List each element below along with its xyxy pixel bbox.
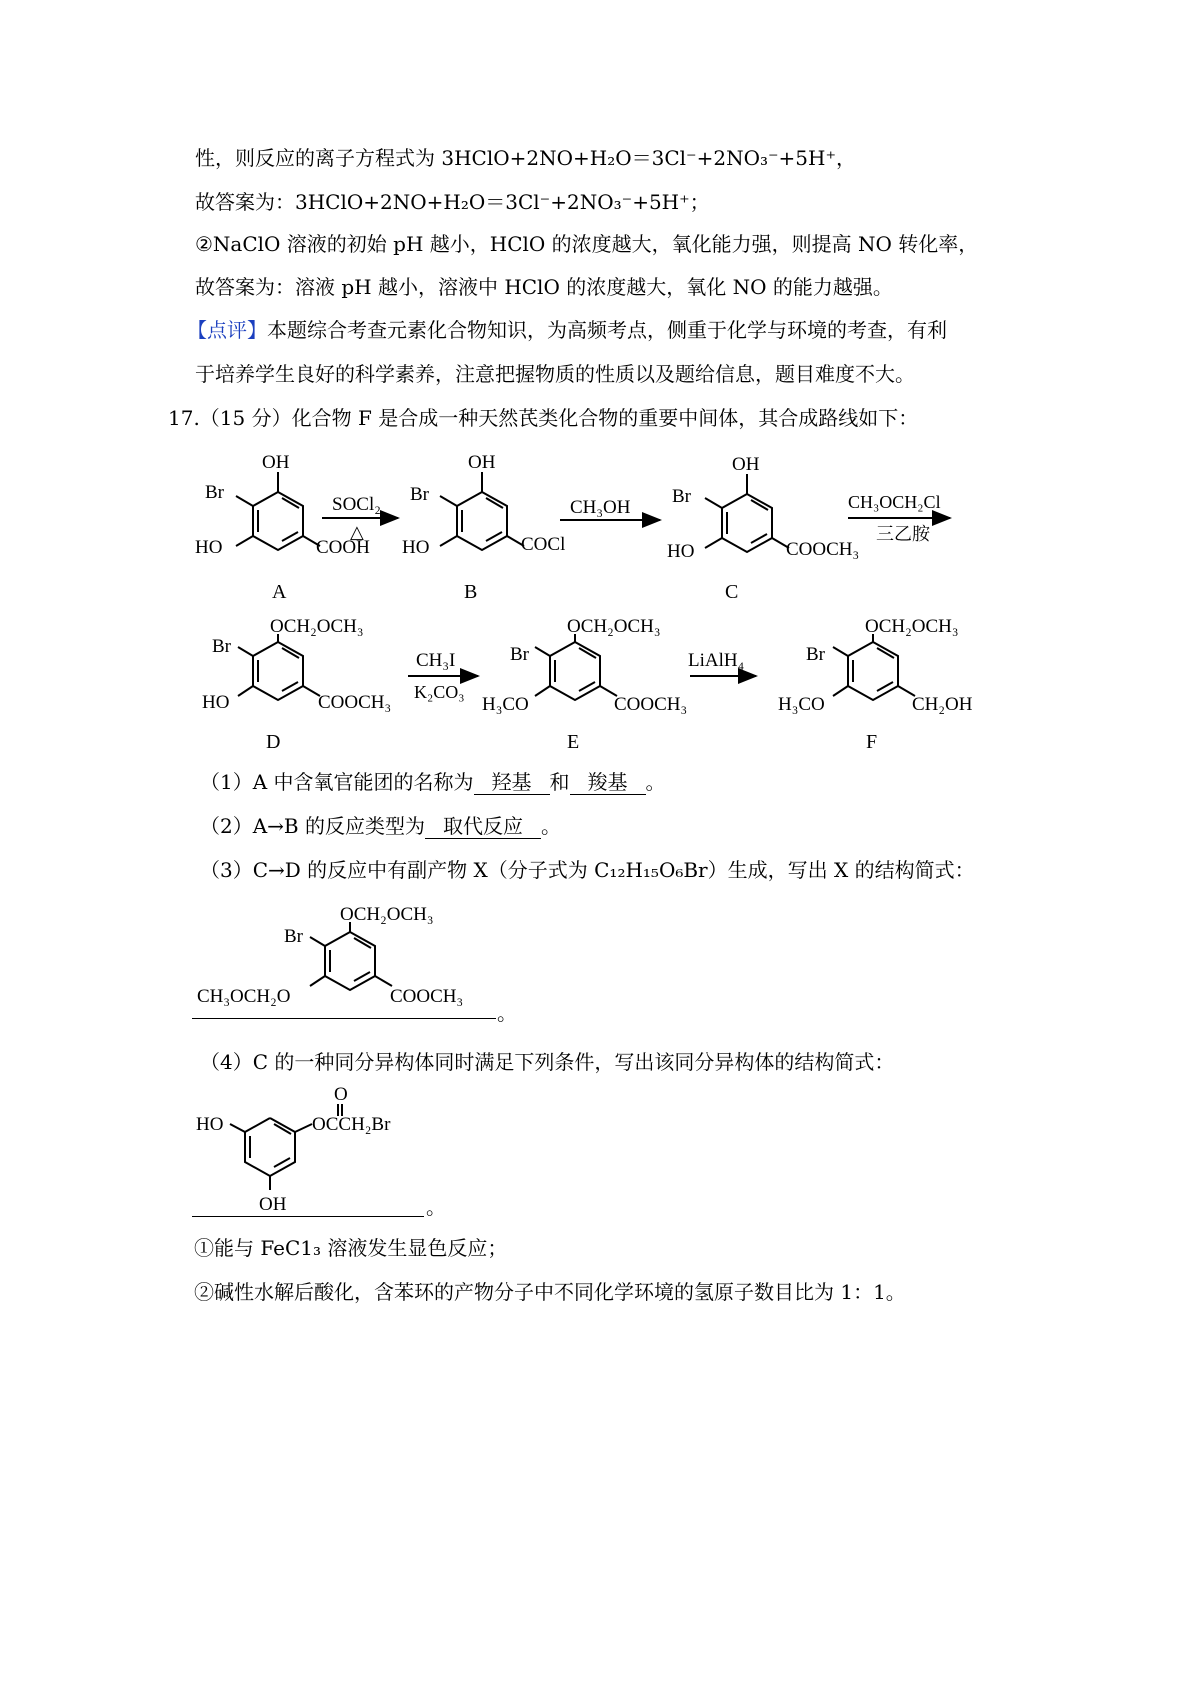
group-ho: HO bbox=[196, 1114, 224, 1135]
text: 性，则反应的离子方程式为 bbox=[195, 146, 442, 170]
group-oh: OH bbox=[468, 452, 496, 473]
question-1 bbox=[200, 770, 666, 795]
group-oh: OH bbox=[732, 454, 760, 475]
label-d: D bbox=[266, 731, 281, 753]
group-br: Br bbox=[510, 644, 529, 665]
q1-mid: 和 bbox=[549, 770, 570, 794]
group-carbonyl-o: O bbox=[334, 1084, 348, 1105]
q2-answer: 取代反应 bbox=[425, 814, 541, 839]
molecule-e bbox=[535, 634, 617, 700]
group-oh: OH bbox=[262, 452, 290, 473]
comment-text: 本题综合考查元素化合物知识，为高频考点，侧重于化学与环境的考查，有利 bbox=[267, 318, 947, 342]
q2-suffix: 。 bbox=[540, 814, 561, 838]
question-4: （4）C 的一种同分异构体同时满足下列条件，写出该同分异构体的结构简式： bbox=[200, 1050, 895, 1074]
label-c: C bbox=[725, 581, 739, 603]
q2-prefix: （2）A→B 的反应类型为 bbox=[200, 814, 425, 838]
group-ho: HO bbox=[667, 541, 695, 562]
label-f: F bbox=[866, 731, 878, 753]
label-e: E bbox=[567, 731, 580, 753]
molecule-f bbox=[833, 634, 915, 700]
group-br: Br bbox=[410, 484, 429, 505]
condition-2: ②碱性水解后酸化，含苯环的产物分子中不同化学环境的氢原子数目比为 1：1。 bbox=[194, 1280, 906, 1304]
group-och2och3: OCH₂OCH₃ bbox=[865, 616, 959, 637]
group-ho: HO bbox=[202, 692, 230, 713]
comment-line bbox=[187, 318, 947, 342]
reagent-socl2: SOCl₂ bbox=[332, 494, 381, 515]
reagent-methanol: CH₃OH bbox=[570, 497, 631, 518]
end-mark: 。 bbox=[426, 1197, 446, 1218]
label-a: A bbox=[272, 581, 287, 603]
q1-prefix: （1）A 中含氧官能团的名称为 bbox=[200, 770, 474, 794]
group-br: Br bbox=[672, 486, 691, 507]
comment-tag: 【点评】 bbox=[187, 318, 267, 342]
equation: 3HClO+2NO+H₂O＝3Cl⁻+2NO₃⁻+5H⁺， bbox=[441, 146, 857, 170]
group-cooch3: COOCH₃ bbox=[786, 539, 860, 560]
q1-answer-1: 羟基 bbox=[474, 770, 550, 795]
group-h3co: H₃CO bbox=[482, 694, 529, 715]
reagent-lialh4: LiAlH₄ bbox=[688, 650, 745, 671]
q1-suffix: 。 bbox=[645, 770, 666, 794]
molecule-d bbox=[238, 634, 320, 700]
group-br: Br bbox=[212, 636, 231, 657]
answer-underline bbox=[192, 1018, 496, 1019]
solution-line-2 bbox=[195, 190, 710, 214]
question-2 bbox=[200, 814, 561, 839]
group-och2och3: OCH₂OCH₃ bbox=[270, 616, 364, 637]
group-br: Br bbox=[205, 482, 224, 503]
group-cooch3: COOCH₃ bbox=[318, 692, 392, 713]
reagent-mom-chloride: CH₃OCH₂Cl bbox=[848, 492, 941, 512]
q1-answer-2: 羧基 bbox=[570, 770, 646, 795]
reagent-k2co3: K₂CO₃ bbox=[414, 682, 465, 702]
solution-line-3: ②NaClO 溶液的初始 pH 越小，HClO 的浓度越大，氧化能力强，则提高 NO 转化率， bbox=[195, 232, 979, 256]
structure-x bbox=[0, 890, 600, 1030]
group-cooch3: COOCH₃ bbox=[614, 694, 688, 715]
molecule-c bbox=[705, 474, 789, 552]
question-17-title: 17.（15 分）化合物 F 是合成一种天然芪类化合物的重要中间体，其合成路线如下： bbox=[168, 406, 919, 430]
synthesis-scheme bbox=[0, 440, 1200, 760]
group-cooch3: COOCH₃ bbox=[390, 986, 464, 1007]
group-och2och3: OCH₂OCH₃ bbox=[567, 616, 661, 637]
reagent-ch3i: CH₃I bbox=[416, 650, 456, 671]
solution-line-1 bbox=[195, 146, 856, 170]
group-och2och3: OCH₂OCH₃ bbox=[340, 904, 434, 925]
group-ho: HO bbox=[402, 537, 430, 558]
text: 故答案为： bbox=[195, 190, 295, 214]
reagent-triethylamine: 三乙胺 bbox=[876, 524, 930, 544]
group-oh: OH bbox=[259, 1194, 287, 1215]
group-br: Br bbox=[284, 926, 303, 947]
group-cocl: COCl bbox=[521, 534, 566, 555]
group-ch3och2o: CH₃OCH₂O bbox=[197, 986, 291, 1007]
label-b: B bbox=[464, 581, 478, 603]
molecule-b bbox=[440, 472, 524, 550]
group-ho: HO bbox=[195, 537, 223, 558]
molecule-a bbox=[236, 472, 320, 550]
group-ch2oh: CH₂OH bbox=[912, 694, 973, 715]
group-h3co: H₃CO bbox=[778, 694, 825, 715]
reagent-heat: △ bbox=[350, 522, 364, 542]
answer-underline bbox=[192, 1216, 424, 1217]
end-mark: 。 bbox=[497, 1003, 517, 1025]
group-br: Br bbox=[806, 644, 825, 665]
condition-1: ①能与 FeC1₃ 溶液发生显色反应； bbox=[194, 1236, 508, 1260]
group-ester: OCCH₂Br bbox=[312, 1114, 391, 1135]
question-3: （3）C→D 的反应中有副产物 X（分子式为 C₁₂H₁₅O₆Br）生成，写出 X 的结构简式： bbox=[200, 858, 975, 882]
comment-line-2: 于培养学生良好的科学素养，注意把握物质的性质以及题给信息，题目难度不大。 bbox=[195, 362, 915, 386]
structure-isomer bbox=[0, 1078, 600, 1218]
equation: 3HClO+2NO+H₂O＝3Cl⁻+2NO₃⁻+5H⁺； bbox=[295, 190, 710, 214]
group-cooh: COOH bbox=[316, 537, 370, 558]
solution-line-4: 故答案为：溶液 pH 越小，溶液中 HClO 的浓度越大，氧化 NO 的能力越强。 bbox=[195, 275, 893, 299]
